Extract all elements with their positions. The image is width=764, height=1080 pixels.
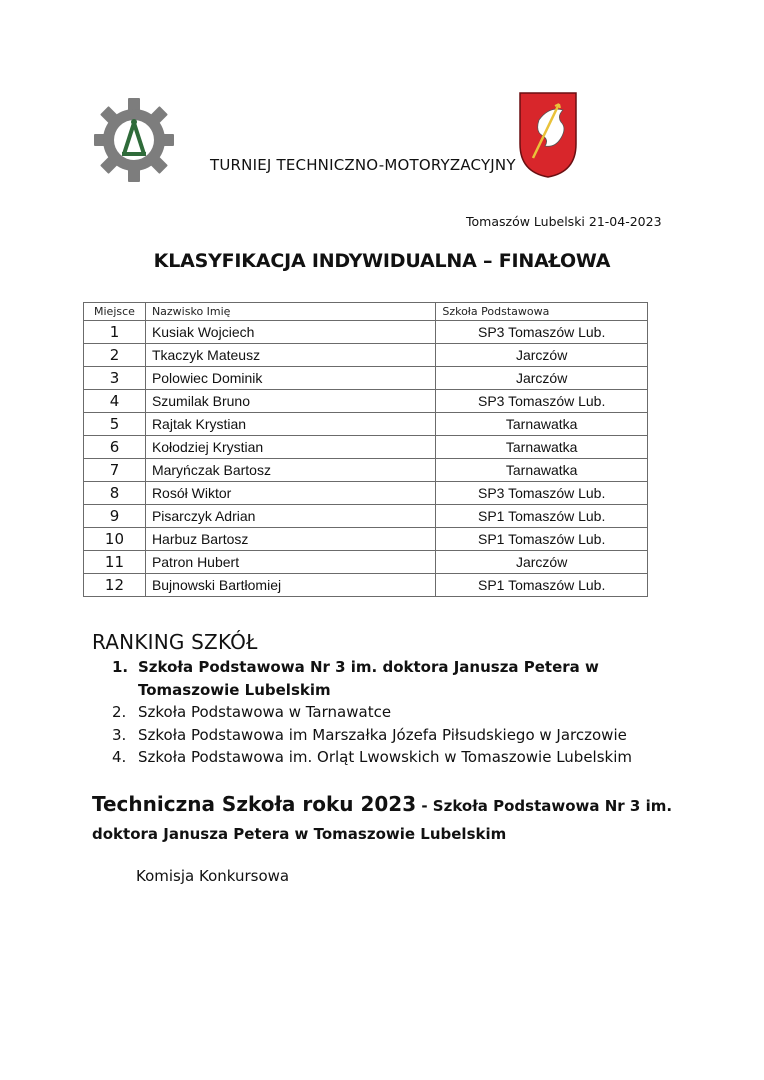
cell-name: Rosół Wiktor	[145, 482, 435, 505]
list-number: 3.	[112, 725, 127, 744]
tech-school-award	[92, 790, 692, 848]
cell-name: Polowiec Dominik	[145, 367, 435, 390]
list-number: 1.	[112, 658, 129, 676]
table-row	[84, 459, 648, 482]
results-table	[83, 302, 648, 597]
cell-school: Tarnawatka	[436, 459, 648, 482]
cell-school: SP1 Tomaszów Lub.	[436, 505, 648, 528]
cell-place: 4	[84, 390, 146, 413]
page-title: KLASYFIKACJA INDYWIDUALNA – FINAŁOWA	[153, 250, 611, 272]
school-ranking-list	[92, 656, 692, 769]
cell-name: Patron Hubert	[145, 551, 435, 574]
cell-name: Maryńczak Bartosz	[145, 459, 435, 482]
cell-place: 8	[84, 482, 146, 505]
table-row	[84, 528, 648, 551]
header-name: Nazwisko Imię	[145, 303, 435, 321]
cell-name: Bujnowski Bartłomiej	[145, 574, 435, 597]
table-header-row	[84, 303, 648, 321]
cell-school: Jarczów	[436, 344, 648, 367]
committee-signature: Komisja Konkursowa	[136, 867, 290, 885]
table-row	[84, 413, 648, 436]
cell-school: SP1 Tomaszów Lub.	[436, 574, 648, 597]
list-item	[92, 746, 692, 769]
cell-place: 3	[84, 367, 146, 390]
table-row	[84, 574, 648, 597]
cell-place: 10	[84, 528, 146, 551]
header-school: Szkoła Podstawowa	[436, 303, 648, 321]
coat-of-arms-icon	[519, 92, 577, 178]
cell-place: 9	[84, 505, 146, 528]
table-row	[84, 436, 648, 459]
cell-school: Tarnawatka	[436, 413, 648, 436]
cell-school: SP3 Tomaszów Lub.	[436, 390, 648, 413]
list-number: 2.	[112, 703, 127, 721]
table-row	[84, 344, 648, 367]
list-item	[92, 701, 692, 724]
cell-name: Tkaczyk Mateusz	[145, 344, 435, 367]
cell-name: Rajtak Krystian	[145, 413, 435, 436]
list-item-text: Szkoła Podstawowa w Tarnawatce	[138, 703, 392, 721]
cell-name: Szumilak Bruno	[145, 390, 435, 413]
list-number: 4.	[112, 748, 127, 766]
tech-school-text: - Szkoła Podstawowa Nr 3 im. doktora Janusza Petera w Tomaszowie Lubelskim	[92, 797, 673, 843]
cell-school: SP1 Tomaszów Lub.	[436, 528, 648, 551]
table-row	[84, 482, 648, 505]
cell-school: Tarnawatka	[436, 436, 648, 459]
tech-school-label: Techniczna Szkoła roku 2023	[92, 792, 417, 816]
cell-name: Kołodziej Krystian	[145, 436, 435, 459]
list-item	[92, 656, 692, 701]
cell-name: Pisarczyk Adrian	[145, 505, 435, 528]
cell-place: 11	[84, 551, 146, 574]
cell-school: SP3 Tomaszów Lub.	[436, 321, 648, 344]
cell-school: SP3 Tomaszów Lub.	[436, 482, 648, 505]
cell-place: 6	[84, 436, 146, 459]
cell-name: Kusiak Wojciech	[145, 321, 435, 344]
list-item-text: Szkoła Podstawowa im Marszałka Józefa Piłsudskiego w Jarczowie	[138, 725, 627, 744]
tournament-title: TURNIEJ TECHNICZNO-MOTORYZACYJNY	[210, 156, 516, 174]
cell-school: Jarczów	[436, 551, 648, 574]
ranking-heading: RANKING SZKÓŁ	[92, 630, 258, 654]
cell-name: Harbuz Bartosz	[145, 528, 435, 551]
table-row	[84, 321, 648, 344]
table-row	[84, 367, 648, 390]
header-place: Miejsce	[84, 303, 146, 321]
cell-place: 7	[84, 459, 146, 482]
cell-place: 12	[84, 574, 146, 597]
table-row	[84, 505, 648, 528]
place-date: Tomaszów Lubelski 21-04-2023	[466, 214, 662, 229]
cell-place: 2	[84, 344, 146, 367]
table-row	[84, 551, 648, 574]
list-item	[92, 724, 692, 747]
table-row	[84, 390, 648, 413]
cell-place: 1	[84, 321, 146, 344]
cell-school: Jarczów	[436, 367, 648, 390]
list-item-text: Szkoła Podstawowa Nr 3 im. doktora Janusza Petera w Tomaszowie Lubelskim	[138, 658, 599, 699]
school-gear-logo	[94, 98, 174, 182]
cell-place: 5	[84, 413, 146, 436]
list-item-text: Szkoła Podstawowa im. Orląt Lwowskich w Tomaszowie Lubelskim	[138, 748, 633, 766]
